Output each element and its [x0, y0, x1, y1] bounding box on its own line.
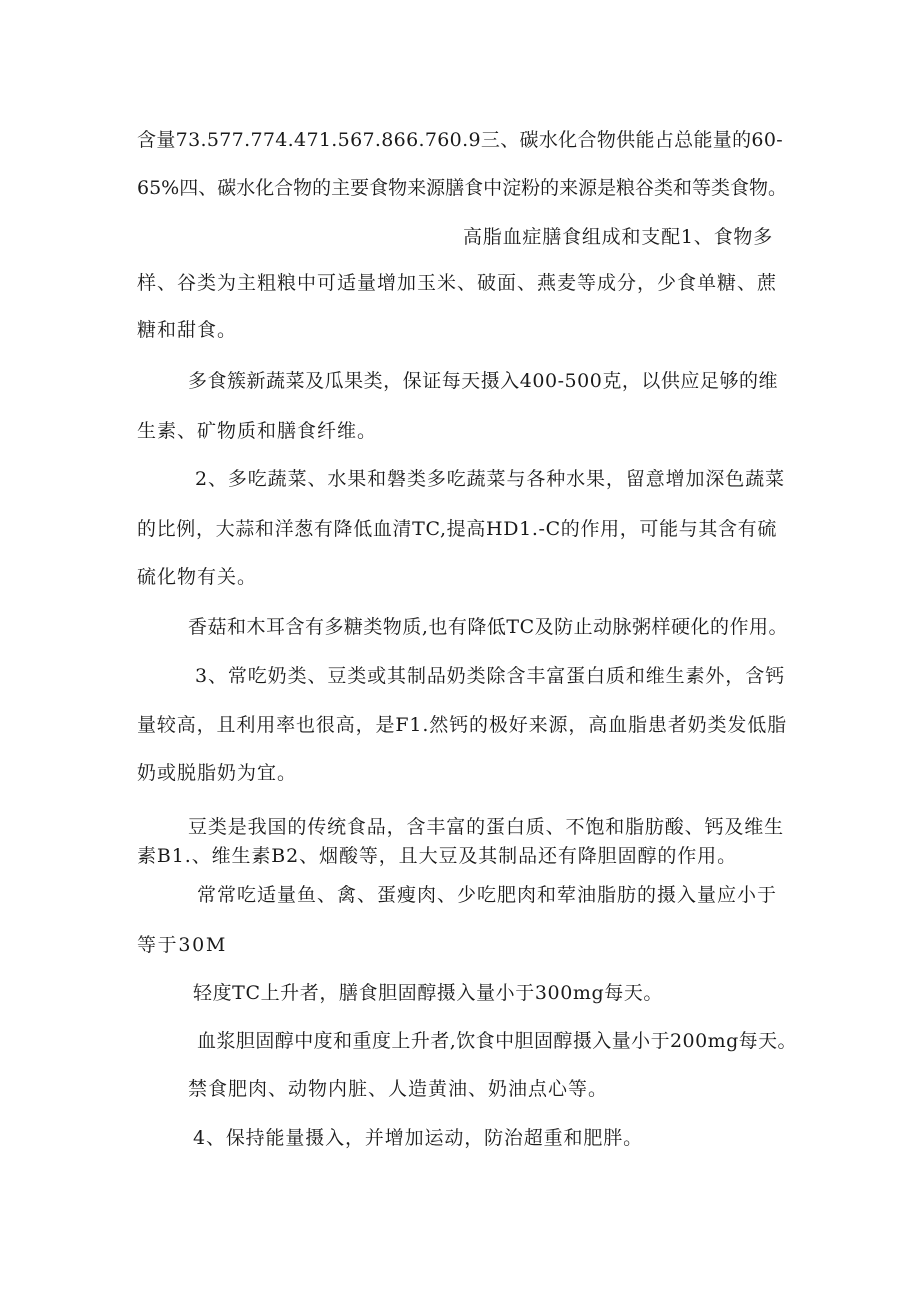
- text-line-19: 轻度TC上升者，膳食胆固醇摄入量小于300mg每天。: [193, 982, 663, 1004]
- text-line-5: 糖和甜食。: [137, 319, 237, 341]
- text-line-12: 3、常吃奶类、豆类或其制品奶类除含丰富蛋白质和维生素外，含钙: [195, 665, 785, 687]
- text-line-20: 血浆胆固醇中度和重度上升者,饮食中胆固醇摄入量小于200mg每天。: [197, 1030, 797, 1052]
- text-line-3: 高脂血症膳食组成和支配1、食物多: [463, 226, 773, 248]
- text-line-16: 素B1.、维生素B2、烟酸等，且大豆及其制品还有降胆固醇的作用。: [137, 845, 737, 867]
- text-line-18: 等于30M: [137, 934, 227, 956]
- text-line-9: 的比例，大蒜和洋葱有降低血清TC,提高HD1.-C的作用，可能与其含有硫: [137, 518, 777, 540]
- text-line-15: 豆类是我国的传统食品，含丰富的蛋白质、不饱和脂肪酸、钙及维生: [188, 816, 784, 838]
- text-line-21: 禁食肥肉、动物内脏、人造黄油、奶油点心等。: [188, 1078, 608, 1100]
- text-line-11: 香菇和木耳含有多糖类物质,也有降低TC及防止动脉粥样硬化的作用。: [188, 616, 788, 638]
- text-line-6: 多食簇新蔬菜及瓜果类，保证每天摄入400-500克，以供应足够的维: [188, 370, 778, 392]
- text-line-13: 量较高，且利用率也很高，是F1.然钙的极好来源，高血脂患者奶类发低脂: [137, 714, 787, 736]
- text-line-7: 生素、矿物质和膳食纤维。: [137, 420, 377, 442]
- text-line-17: 常常吃适量鱼、禽、蛋瘦肉、少吃肥肉和荤油脂肪的摄入量应小于: [197, 884, 777, 906]
- text-line-22: 4、保持能量摄入，并增加运动，防治超重和肥胖。: [193, 1127, 643, 1149]
- text-line-8: 2、多吃蔬菜、水果和磐类多吃蔬菜与各种水果，留意增加深色蔬菜: [195, 468, 785, 490]
- text-line-4: 样、谷类为主粗粮中可适量增加玉米、破面、燕麦等成分，少食单糖、蔗: [137, 272, 777, 294]
- text-line-14: 奶或脱脂奶为宜。: [137, 762, 297, 784]
- text-line-2: 65%四、碳水化合物的主要食物来源膳食中淀粉的来源是粮谷类和等类食物。: [137, 177, 787, 199]
- text-line-10: 硫化物有关。: [137, 566, 257, 588]
- text-line-1: 含量73.577.774.471.567.866.760.9三、碳水化合物供能占总能量的60-: [137, 129, 783, 151]
